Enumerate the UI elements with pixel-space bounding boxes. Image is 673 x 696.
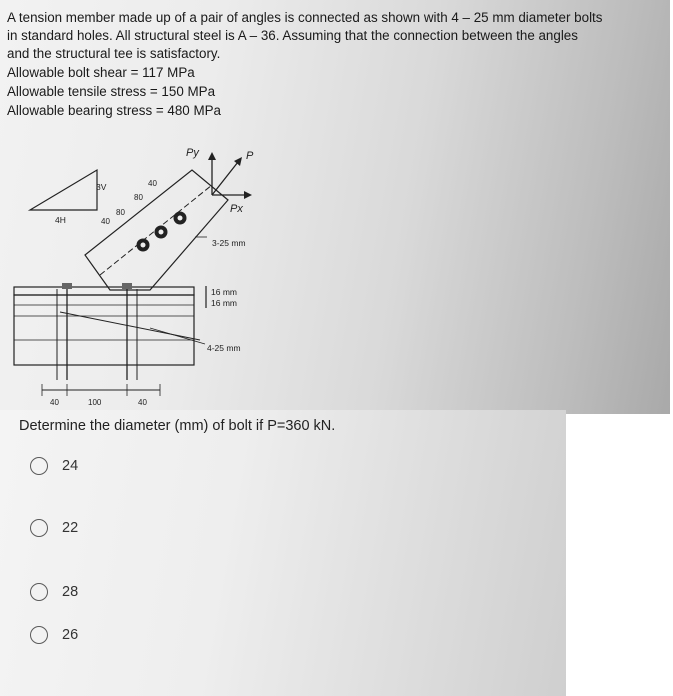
spacing-40-bottom: 40 [101, 217, 110, 226]
tensile-stress-text: Allowable tensile stress = 150 MPa [7, 84, 216, 99]
spacing-80-b: 80 [116, 208, 125, 217]
bolt-3-hole [178, 216, 183, 221]
tee-body [14, 295, 194, 365]
options-background [0, 410, 566, 696]
px-arrowhead [244, 191, 252, 199]
option-3-label: 28 [62, 584, 79, 600]
radio-button-3[interactable] [30, 583, 48, 601]
slope-h-label: 4H [55, 215, 66, 225]
option-1-label: 24 [62, 458, 79, 474]
problem-line-2: in standard holes. All structural steel is A – 36. Assuming that the connection between the angles [7, 28, 578, 43]
bolt-head-2 [122, 283, 132, 289]
plate-2-label: 16 mm [211, 298, 237, 308]
p-label: P [246, 150, 254, 162]
bolts-top-label: 3-25 mm [212, 238, 246, 248]
option-4-label: 26 [62, 627, 79, 643]
option-1[interactable] [30, 457, 78, 475]
dim-left-label: 40 [50, 398, 59, 407]
py-label: Py [186, 147, 199, 159]
problem-statement [7, 9, 647, 120]
diagonal-bolts [137, 212, 187, 252]
bolt-1-hole [141, 243, 146, 248]
connection-diagram [0, 140, 300, 412]
slope-v-label: 3V [96, 182, 107, 192]
option-2-label: 22 [62, 520, 79, 536]
px-label: Px [230, 203, 243, 215]
radio-button-2[interactable] [30, 519, 48, 537]
p-arrow [212, 162, 238, 195]
bolt-shear-text: Allowable bolt shear = 117 MPa [7, 65, 195, 80]
radio-button-1[interactable] [30, 457, 48, 475]
slope-triangle [30, 170, 97, 210]
problem-line-1: A tension member made up of a pair of angles is connected as shown with 4 – 25 mm diameter bolts [7, 10, 603, 25]
question-text: Determine the diameter (mm) of bolt if P=360 kN. [19, 418, 336, 434]
dim-right-label: 40 [138, 398, 147, 407]
plate-1-label: 16 mm [211, 287, 237, 297]
bolt-2-hole [159, 230, 164, 235]
leader-bottom [150, 328, 205, 344]
bolt-head-1 [62, 283, 72, 289]
spacing-80-a: 80 [134, 193, 143, 202]
spacing-40-top: 40 [148, 179, 157, 188]
radio-button-4[interactable] [30, 626, 48, 644]
option-3[interactable] [30, 583, 78, 601]
bolts-bottom-label: 4-25 mm [207, 343, 241, 353]
problem-line-3: and the structural tee is satisfactory. [7, 46, 221, 61]
option-2[interactable] [30, 519, 78, 537]
option-4[interactable] [30, 626, 78, 644]
dim-mid-label: 100 [88, 398, 102, 407]
bearing-stress-text: Allowable bearing stress = 480 MPa [7, 103, 221, 118]
py-arrowhead [208, 152, 216, 160]
tee-flange [14, 287, 194, 295]
